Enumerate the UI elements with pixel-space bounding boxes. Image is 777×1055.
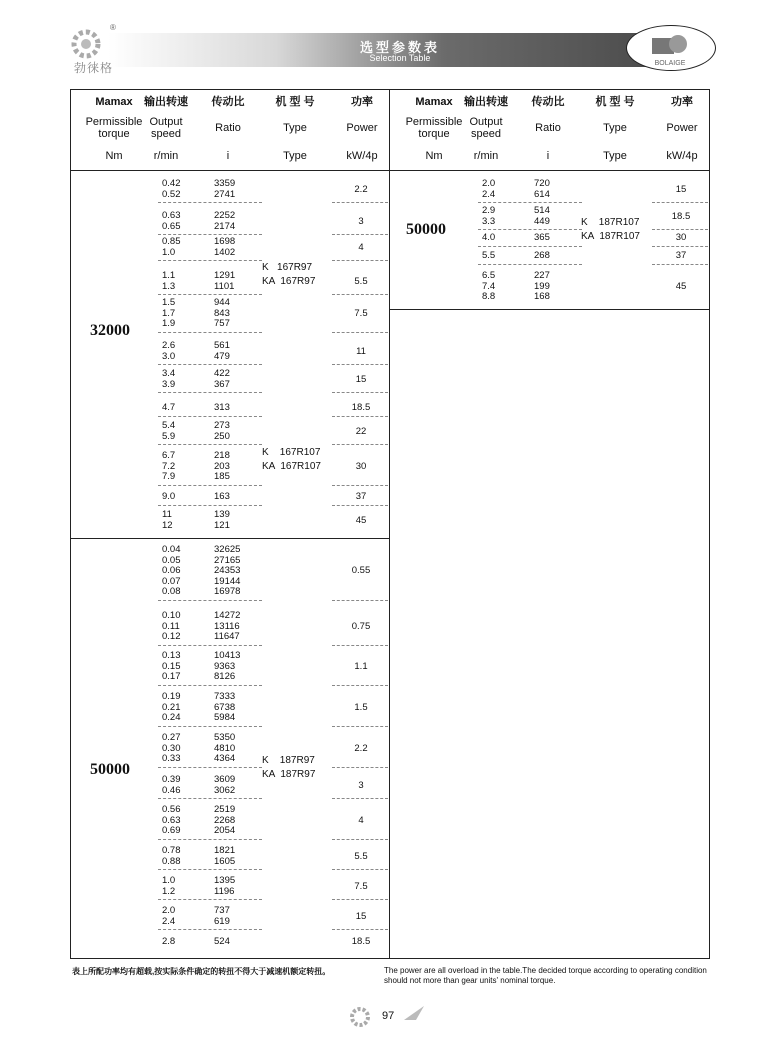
power-cell: 15 [355,373,367,385]
row-separator [158,869,262,870]
header-torque: Permissible [85,116,143,128]
row-separator [332,726,388,727]
row-separator [158,798,262,799]
speed-cell: 1.0 1.2 [162,875,176,897]
row-separator [478,246,582,247]
header-speed: 输出转速 [464,96,508,108]
row-separator [158,364,262,365]
header-torque: torque [418,128,450,140]
row-separator [332,364,388,365]
row-separator [158,444,262,445]
type-187R107: K 187R107 KA 187R107 [581,217,640,242]
speed-cell: 2.0 2.4 [482,178,496,200]
brand-badge-text: BOLAIGE [654,60,686,67]
row-separator [332,600,388,601]
ratio-cell: 313 [214,402,230,413]
power-cell: 4 [358,814,364,826]
row-separator [332,444,388,445]
ratio-cell: 524 [214,936,230,947]
power-cell: 45 [675,280,687,292]
speed-cell: 1.1 1.3 [162,270,176,292]
header-rule [70,170,710,171]
speed-cell: 0.78 0.88 [162,845,181,867]
ratio-cell: 422 367 [214,368,230,390]
row-separator [158,260,262,261]
ratio-cell: 268 [534,250,550,261]
header-speed: 输出转速 [144,96,188,108]
header-type: 机 型 号 [275,96,315,108]
header-type: Type [283,150,307,162]
power-cell: 22 [355,425,367,437]
power-cell: 1.1 [354,660,368,672]
power-cell: 0.75 [351,620,371,632]
speed-cell: 0.85 1.0 [162,236,181,258]
row-separator [158,416,262,417]
speed-cell: 4.0 [482,232,496,243]
gearbox-icon [648,30,692,58]
power-cell: 7.5 [354,880,368,892]
header-torque: torque [98,128,130,140]
row-separator [332,798,388,799]
gear-logo-icon [64,24,114,64]
row-separator [478,202,582,203]
row-separator [158,485,262,486]
speed-cell: 0.13 0.15 0.17 [162,650,181,682]
row-separator [158,332,262,333]
row-separator [478,264,582,265]
header-torque: Mamax [95,96,133,108]
brand-name: 勃徕格 [74,61,114,75]
speed-cell: 0.63 0.65 [162,210,181,232]
power-cell: 0.55 [351,565,371,577]
ratio-cell: 2252 2174 [214,210,236,232]
row-separator [332,260,388,261]
power-cell: 18.5 [351,936,371,948]
row-separator [652,202,708,203]
power-cell: 15 [675,183,687,195]
ratio-cell: 218 203 185 [214,450,230,482]
power-cell: 37 [675,250,687,262]
row-separator [478,229,582,230]
speed-cell: 0.04 0.05 0.06 0.07 0.08 [162,544,181,597]
speed-cell: 0.39 0.46 [162,774,181,796]
row-separator [332,416,388,417]
row-separator [158,645,262,646]
ratio-cell: 227 199 168 [534,270,550,302]
header-ratio: i [226,150,230,162]
power-cell: 37 [355,491,367,503]
power-cell: 2.2 [354,183,368,195]
row-separator [332,899,388,900]
ratio-cell: 1395 1196 [214,875,236,897]
footnote-cn: 表上所配功率均有超载,按实际条件确定的转扭不得大于减速机额定转扭。 [72,967,331,976]
power-cell: 45 [355,514,367,526]
row-separator [332,929,388,930]
row-separator [332,767,388,768]
ratio-cell: 5350 4810 4364 [214,732,236,764]
row-separator [158,202,262,203]
page-subtitle: Selection Table [369,53,431,63]
ratio-cell: 32625 27165 24353 19144 16978 [214,544,241,597]
row-separator [158,234,262,235]
row-separator [332,685,388,686]
type-187R97: K 187R97 KA 187R97 [262,755,316,780]
speed-cell: 6.5 7.4 8.8 [482,270,496,302]
power-cell: 4 [358,241,364,253]
speed-cell: 0.19 0.21 0.24 [162,691,181,723]
row-separator [158,685,262,686]
header-speed: Output [469,116,503,128]
row-separator [332,234,388,235]
row-separator [158,392,262,393]
header-power: 功率 [671,96,693,108]
ratio-cell: 10413 9363 8126 [214,650,241,682]
row-separator [332,294,388,295]
ratio-cell: 3359 2741 [214,178,236,200]
row-separator [158,929,262,930]
arrow-decor-icon [404,1006,426,1022]
ratio-cell: 720 614 [534,178,550,200]
power-cell: 7.5 [354,307,368,319]
header-type: Type [603,150,627,162]
row-separator [652,229,708,230]
row-separator [158,294,262,295]
speed-cell: 11 12 [162,509,173,531]
power-cell: 5.5 [354,275,368,287]
speed-cell: 9.0 [162,491,176,502]
header-speed: speed [151,128,181,140]
right-group-rule [390,309,710,310]
ratio-cell: 561 479 [214,340,230,362]
header-speed: r/min [473,150,499,162]
header-ratio: 传动比 [211,96,245,108]
ratio-cell: 944 843 757 [214,297,230,329]
header-power: kW/4p [666,150,698,162]
row-separator [158,839,262,840]
footnote-en: The power are all overload in the table.The decided torque according to operating condition should not more than gear units' nominal torque. [384,966,707,985]
power-cell: 3 [358,215,364,227]
torque-50000-right: 50000 [406,221,446,238]
type-167R97: K 167R97 KA 167R97 [262,262,316,287]
speed-cell: 5.4 5.9 [162,420,176,442]
ratio-cell: 737 619 [214,905,230,927]
row-separator [158,767,262,768]
power-cell: 30 [675,232,687,244]
header-type: Type [603,122,627,134]
header-type: Type [283,122,307,134]
header-ratio: Ratio [215,122,241,134]
row-separator [332,332,388,333]
header-power: Power [666,122,698,134]
ratio-cell: 3609 3062 [214,774,236,796]
header-speed: r/min [153,150,179,162]
speed-cell: 4.7 [162,402,176,413]
speed-cell: 2.8 [162,936,176,947]
page-number: 97 [382,1010,395,1022]
header-power: 功率 [351,96,373,108]
row-separator [158,899,262,900]
registered-mark: ® [110,23,116,32]
header-power: kW/4p [346,150,378,162]
torque-32000: 32000 [90,322,130,339]
header-speed: speed [471,128,501,140]
row-separator [652,246,708,247]
row-separator [332,202,388,203]
header-torque: Mamax [415,96,453,108]
page-title: 选型参数表 [359,40,440,55]
type-167R107: K 167R107 KA 167R107 [262,447,321,472]
ratio-cell: 365 [534,232,550,243]
row-separator [158,505,262,506]
ratio-cell: 1291 1101 [214,270,236,292]
speed-cell: 2.9 3.3 [482,205,496,227]
speed-cell: 1.5 1.7 1.9 [162,297,176,329]
speed-cell: 0.56 0.63 0.69 [162,804,181,836]
header-ratio: i [546,150,550,162]
speed-cell: 0.27 0.30 0.33 [162,732,181,764]
speed-cell: 6.7 7.2 7.9 [162,450,176,482]
power-cell: 18.5 [671,210,691,222]
header-torque: Nm [425,150,443,162]
row-separator [332,645,388,646]
row-separator [332,869,388,870]
ratio-cell: 163 [214,491,230,502]
power-cell: 1.5 [354,701,368,713]
power-cell: 2.2 [354,742,368,754]
row-separator [158,726,262,727]
power-cell: 18.5 [351,402,371,414]
ratio-cell: 514 449 [534,205,550,227]
row-separator [332,839,388,840]
row-separator [332,392,388,393]
row-separator [158,600,262,601]
power-cell: 5.5 [354,850,368,862]
ratio-cell: 139 121 [214,509,230,531]
header-ratio: Ratio [535,122,561,134]
gear-footer-icon [346,1005,378,1031]
ratio-cell: 2519 2268 2054 [214,804,236,836]
speed-cell: 3.4 3.9 [162,368,176,390]
power-cell: 3 [358,779,364,791]
header-power: Power [346,122,378,134]
ratio-cell: 14272 13116 11647 [214,610,241,642]
row-separator [332,485,388,486]
ratio-cell: 1821 1605 [214,845,236,867]
speed-cell: 0.42 0.52 [162,178,181,200]
speed-cell: 2.6 3.0 [162,340,176,362]
speed-cell: 5.5 [482,250,496,261]
row-separator [652,264,708,265]
power-cell: 11 [356,345,366,357]
group-rule [70,538,390,539]
ratio-cell: 1698 1402 [214,236,236,258]
row-separator [332,505,388,506]
speed-cell: 0.10 0.11 0.12 [162,610,181,642]
header-ratio: 传动比 [531,96,565,108]
power-cell: 30 [355,460,367,472]
header-torque: Permissible [405,116,463,128]
torque-50000: 50000 [90,761,130,778]
ratio-cell: 273 250 [214,420,230,442]
header-type: 机 型 号 [595,96,635,108]
power-cell: 15 [355,910,367,922]
ratio-cell: 7333 6738 5984 [214,691,236,723]
speed-cell: 2.0 2.4 [162,905,176,927]
header-torque: Nm [105,150,123,162]
header-speed: Output [149,116,183,128]
